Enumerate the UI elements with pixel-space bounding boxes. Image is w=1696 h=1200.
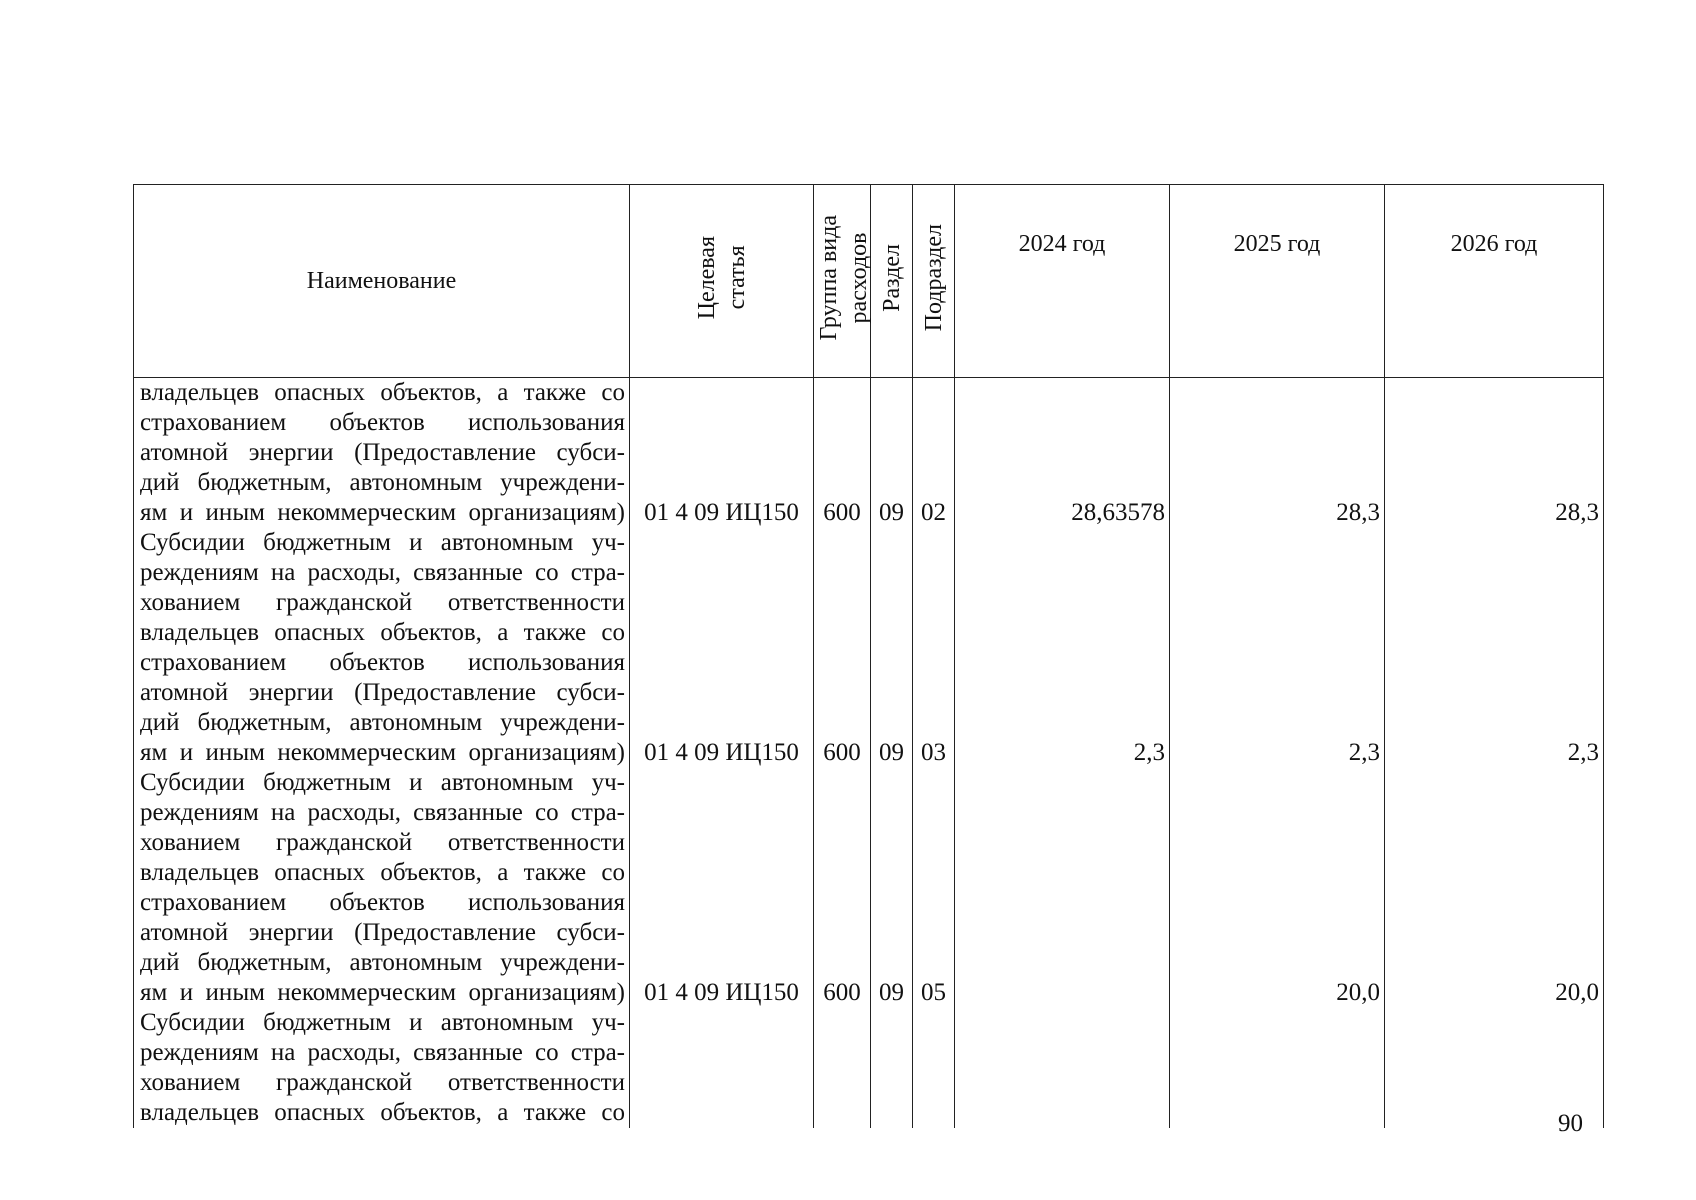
value-2025-cell: 20,0 — [1170, 768, 1385, 1128]
budget-table — [133, 184, 1604, 1128]
name-cell — [134, 378, 630, 529]
name-line: хованием гражданской ответственности — [140, 829, 625, 856]
value-2024-cell: 28,63578 — [955, 378, 1170, 529]
expense-group-cell: 600 — [814, 528, 871, 768]
name-line: атомной энергии (Предоставление субси- — [140, 439, 625, 466]
name-line: ям и иным некоммерческим организациям) — [140, 499, 625, 526]
name-line: реждениям на расходы, связанные со стра- — [140, 559, 625, 586]
section-cell: 09 — [871, 378, 913, 529]
name-cell — [134, 768, 630, 1128]
name-line: ям и иным некоммерческим организациям) — [140, 979, 625, 1006]
value-2026-cell: 20,0 — [1385, 768, 1604, 1128]
name-line: владельцев опасных объектов, а также со — [140, 859, 625, 886]
value-2026-cell: 2,3 — [1385, 528, 1604, 768]
name-line: владельцев опасных объектов, а также со — [140, 379, 625, 406]
name-line: Субсидии бюджетным и автономным уч- — [140, 1009, 625, 1036]
header-year-2024: 2024 год — [955, 185, 1170, 378]
table-header — [134, 185, 1604, 378]
header-name: Наименование — [134, 185, 630, 378]
name-line: страхованием объектов использования — [140, 649, 625, 676]
name-cell — [134, 528, 630, 768]
value-2024-cell: 2,3 — [955, 528, 1170, 768]
header-expense-group: Группа вида расходов — [814, 185, 871, 378]
name-line: реждениям на расходы, связанные со стра- — [140, 799, 625, 826]
table-row — [134, 528, 1604, 768]
name-line: хованием гражданской ответственности — [140, 589, 625, 616]
header-section: Раздел — [871, 185, 913, 378]
name-line: Субсидии бюджетным и автономным уч- — [140, 769, 625, 796]
name-line: хованием гражданской ответственности — [140, 1069, 625, 1096]
value-2025-cell: 28,3 — [1170, 378, 1385, 529]
value-2024-cell — [955, 768, 1170, 1128]
expense-group-cell: 600 — [814, 378, 871, 529]
header-year-2025: 2025 год — [1170, 185, 1385, 378]
table-row — [134, 768, 1604, 1128]
name-line: дий бюджетным, автономным учреждени- — [140, 949, 625, 976]
section-cell: 09 — [871, 768, 913, 1128]
budget-table-container — [133, 184, 1603, 1126]
name-line: ям и иным некоммерческим организациям) — [140, 739, 625, 766]
target-article-cell: 01 4 09 ИЦ150 — [630, 768, 814, 1128]
table-body — [134, 378, 1604, 1129]
expense-group-cell: 600 — [814, 768, 871, 1128]
name-line: страхованием объектов использования — [140, 409, 625, 436]
name-line: атомной энергии (Предоставление субси- — [140, 919, 625, 946]
page-number: 90 — [1558, 1110, 1583, 1137]
target-article-cell: 01 4 09 ИЦ150 — [630, 528, 814, 768]
name-line: реждениям на расходы, связанные со стра- — [140, 1039, 625, 1066]
header-year-2026: 2026 год — [1385, 185, 1604, 378]
name-line: дий бюджетным, автономным учреждени- — [140, 469, 625, 496]
subsection-cell: 03 — [913, 528, 955, 768]
name-line: атомной энергии (Предоставление субси- — [140, 679, 625, 706]
name-line: владельцев опасных объектов, а также со — [140, 1099, 625, 1126]
name-line: Субсидии бюджетным и автономным уч- — [140, 529, 625, 556]
name-line: дий бюджетным, автономным учреждени- — [140, 709, 625, 736]
header-subsection: Подраздел — [913, 185, 955, 378]
name-line: страхованием объектов использования — [140, 889, 625, 916]
header-target-article: Целевая статья — [630, 185, 814, 378]
value-2026-cell: 28,3 — [1385, 378, 1604, 529]
name-line: владельцев опасных объектов, а также со — [140, 619, 625, 646]
subsection-cell: 05 — [913, 768, 955, 1128]
section-cell: 09 — [871, 528, 913, 768]
subsection-cell: 02 — [913, 378, 955, 529]
target-article-cell: 01 4 09 ИЦ150 — [630, 378, 814, 529]
value-2025-cell: 2,3 — [1170, 528, 1385, 768]
